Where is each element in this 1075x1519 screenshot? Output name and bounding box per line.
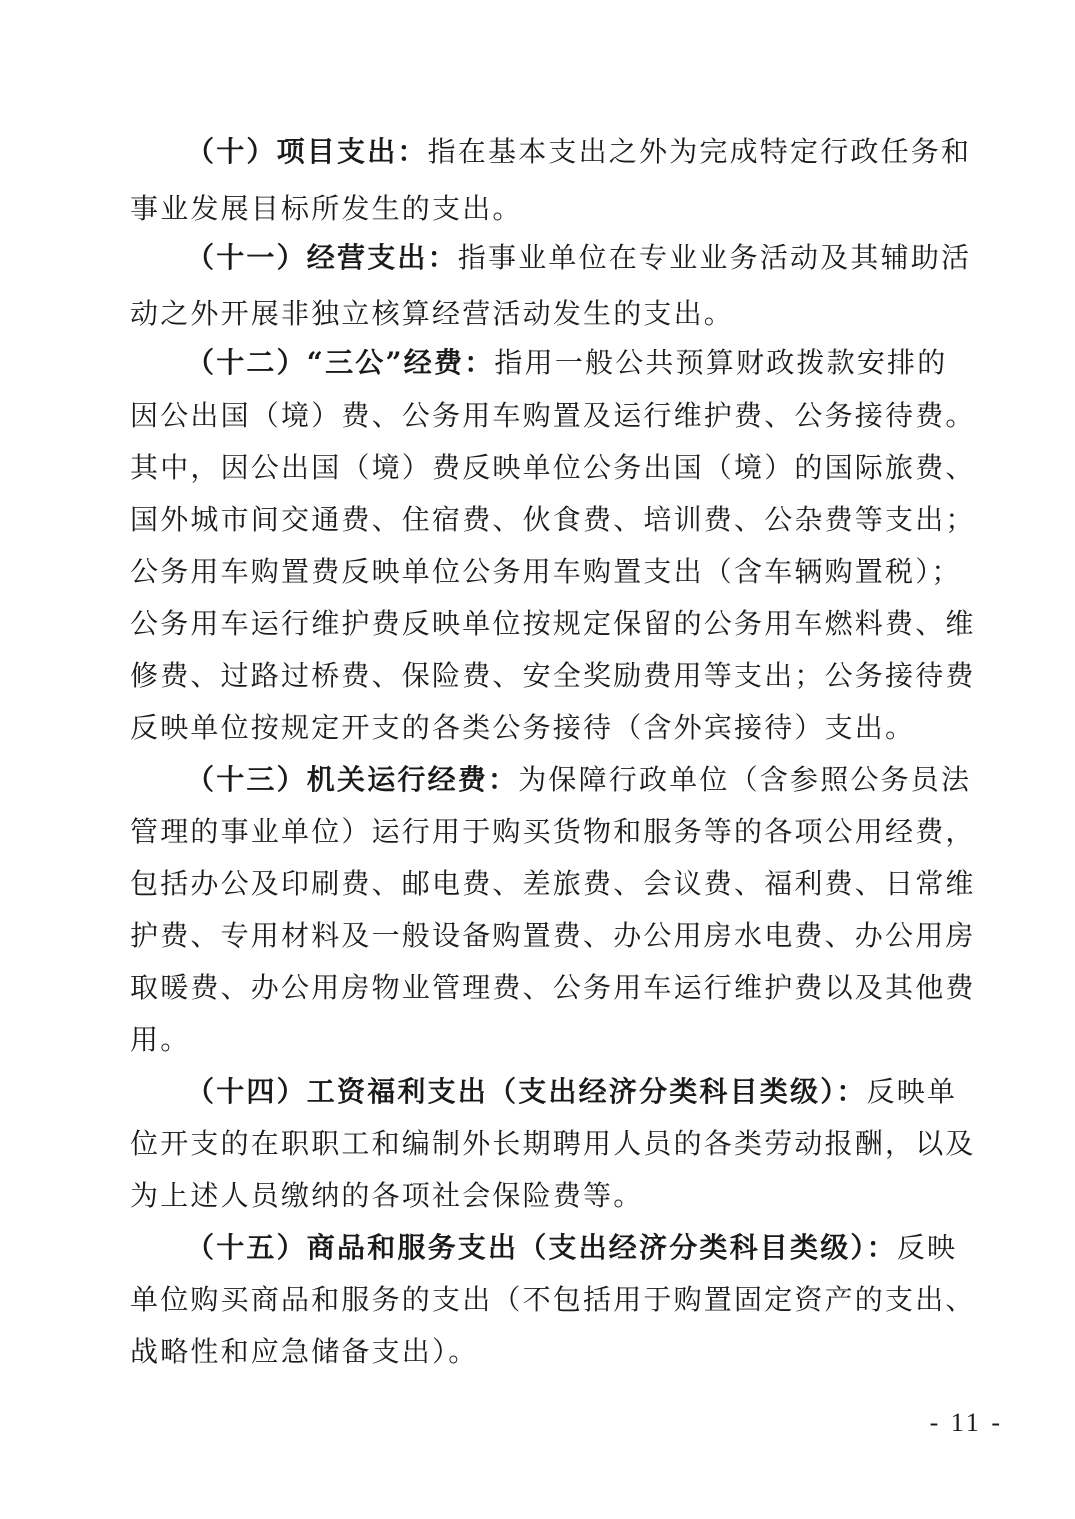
- paragraph-11-heading: （十一）经营支出：: [186, 241, 458, 274]
- paragraph-15-line-2: 单位购买商品和服务的支出（不包括用于购置固定资产的支出、: [130, 1283, 976, 1316]
- paragraph-14-line-2: 位开支的在职职工和编制外长期聘用人员的各类劳动报酬，以及: [130, 1127, 976, 1160]
- paragraph-12-line-4: 国外城市间交通费、住宿费、伙食费、培训费、公杂费等支出；: [130, 503, 976, 536]
- paragraph-10-line-1: [186, 127, 972, 177]
- paragraph-15-heading: （十五）商品和服务支出（支出经济分类科目类级）：: [186, 1231, 897, 1264]
- paragraph-13-heading: （十三）机关运行经费：: [186, 763, 519, 796]
- paragraph-15-line-1: [186, 1223, 958, 1273]
- paragraph-13-line-4: 护费、专用材料及一般设备购置费、办公用房水电费、办公用房: [130, 919, 976, 952]
- paragraph-14-heading: （十四）工资福利支出（支出经济分类科目类级）：: [186, 1075, 867, 1108]
- paragraph-11-text: 指事业单位在专业业务活动及其辅助活: [457, 241, 972, 274]
- paragraph-14-text: 反映单: [866, 1075, 958, 1108]
- paragraph-15-line-3: 战略性和应急储备支出）。: [130, 1335, 479, 1368]
- paragraph-10-heading: （十）项目支出：: [186, 135, 428, 168]
- paragraph-12-text: 指用一般公共预算财政拨款安排的: [494, 346, 948, 379]
- paragraph-13-line-5: 取暖费、办公用房物业管理费、公务用车运行维护费以及其他费: [130, 971, 976, 1004]
- paragraph-14-line-3: 为上述人员缴纳的各项社会保险费等。: [130, 1179, 644, 1212]
- paragraph-13-line-6: 用。: [130, 1023, 191, 1056]
- paragraph-10-line-2: 事业发展目标所发生的支出。: [130, 192, 523, 225]
- paragraph-12-heading: （十二）“三公”经费：: [186, 346, 495, 379]
- paragraph-12-line-2: 因公出国（境）费、公务用车购置及运行维护费、公务接待费。: [130, 399, 976, 432]
- paragraph-12-line-1: [186, 338, 948, 388]
- page-number: - 11 -: [929, 1408, 1003, 1437]
- paragraph-11-line-2: 动之外开展非独立核算经营活动发生的支出。: [130, 297, 735, 330]
- paragraph-10-text: 指在基本支出之外为完成特定行政任务和: [427, 135, 972, 168]
- paragraph-13-line-3: 包括办公及印刷费、邮电费、差旅费、会议费、福利费、日常维: [130, 867, 976, 900]
- paragraph-15-text: 反映: [896, 1231, 958, 1264]
- paragraph-12-line-3: 其中，因公出国（境）费反映单位公务出国（境）的国际旅费、: [130, 451, 976, 484]
- paragraph-12-line-6: 公务用车运行维护费反映单位按规定保留的公务用车燃料费、维: [130, 607, 976, 640]
- paragraph-13-text: 为保障行政单位（含参照公务员法: [518, 763, 972, 796]
- paragraph-14-line-1: [186, 1067, 958, 1117]
- paragraph-12-line-8: 反映单位按规定开支的各类公务接待（含外宾接待）支出。: [130, 711, 916, 744]
- paragraph-12-line-5: 公务用车购置费反映单位公务用车购置支出（含车辆购置税）；: [130, 555, 962, 588]
- paragraph-13-line-2: 管理的事业单位）运行用于购买货物和服务等的各项公用经费，: [130, 815, 976, 848]
- paragraph-11-line-1: [186, 233, 972, 283]
- paragraph-13-line-1: [186, 755, 972, 805]
- paragraph-12-line-7: 修费、过路过桥费、保险费、安全奖励费用等支出；公务接待费: [130, 659, 976, 692]
